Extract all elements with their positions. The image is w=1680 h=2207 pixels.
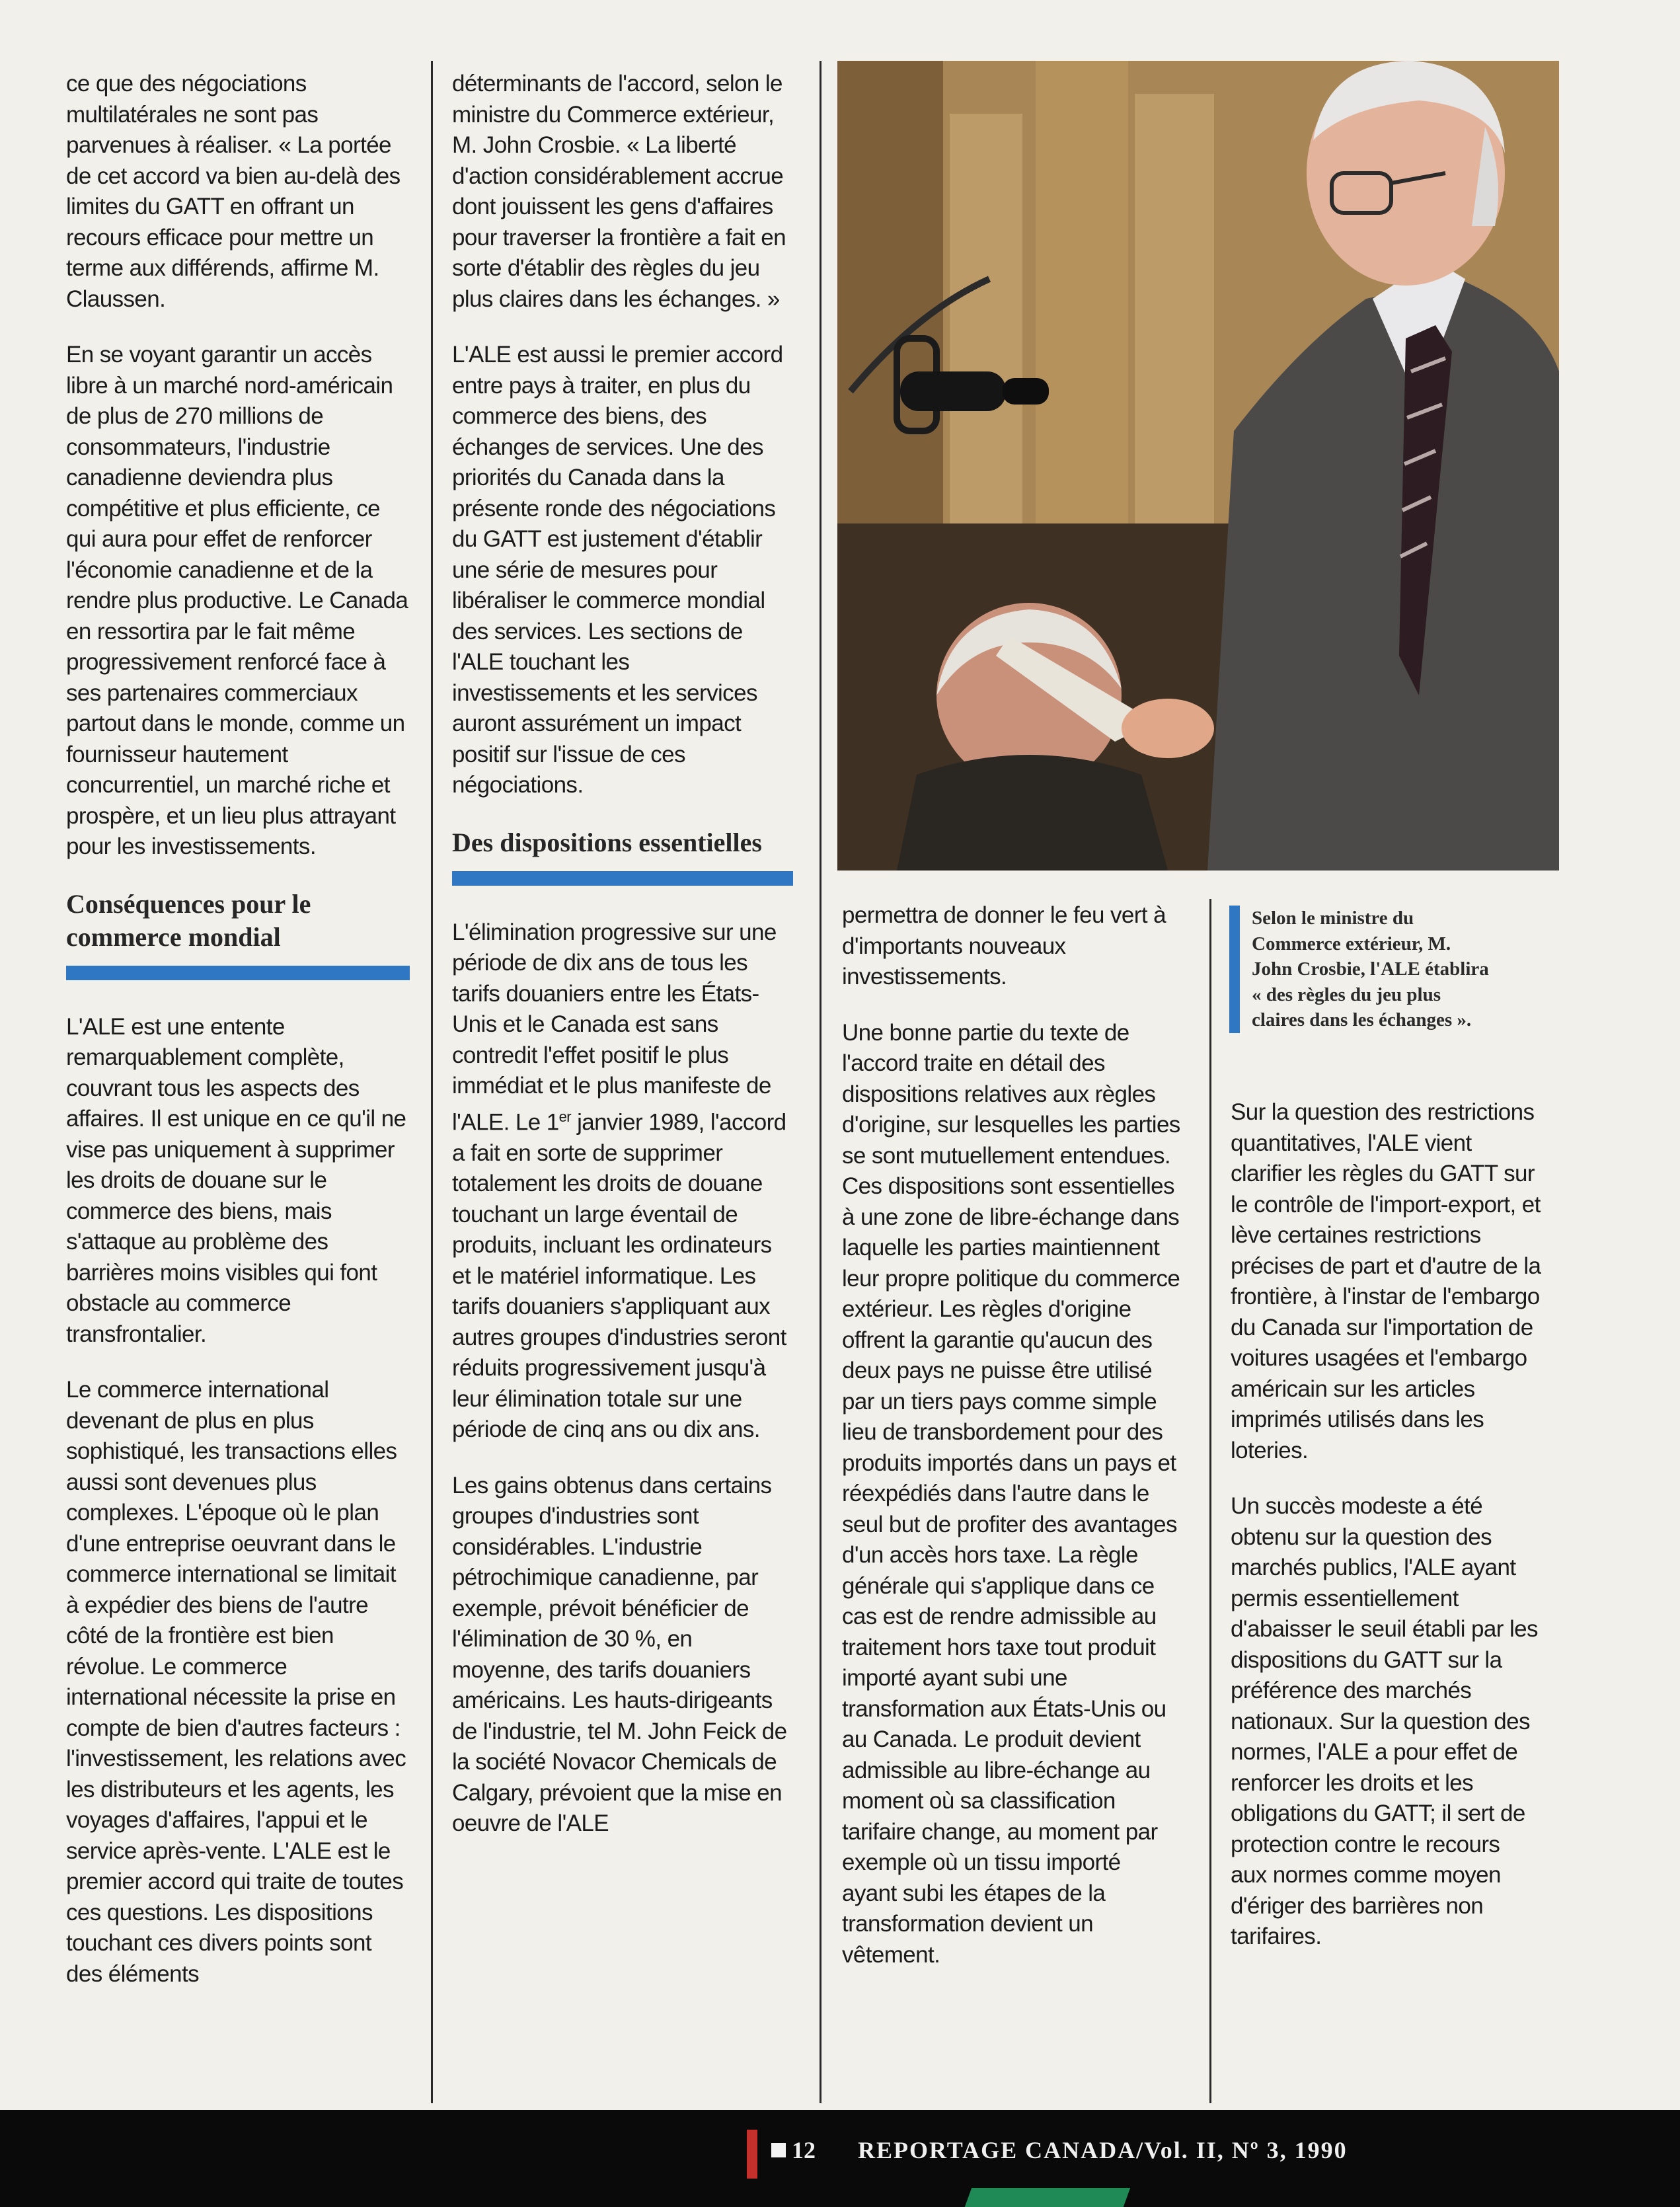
paragraph xyxy=(452,917,793,1446)
photo-minister-speaking xyxy=(837,61,1559,871)
column-rule xyxy=(820,61,821,2103)
paragraph-text: L'élimination progressive sur une période de dix ans de tous les tarifs douaniers entre les États-Unis et le Canada est sans contredit l'effet positif le plus immédiat et le plus manifeste de l'ALE. Le 1 xyxy=(452,919,777,1136)
column-2 xyxy=(452,69,793,1865)
column-4 xyxy=(1231,1097,1541,1978)
section-heading-bar xyxy=(452,871,793,886)
section-heading: Des dispositions essentielles xyxy=(452,827,762,857)
paragraph: ce que des négociations multilatérales ne sont pas parvenues à réaliser. « La portée de cet accord va bien au-delà des limites du GATT en offrant un recours efficace pour mettre un terme aux différends, affirme M. Claussen. xyxy=(66,71,401,312)
paragraph: déterminants de l'accord, selon le ministre du Commerce extérieur, M. John Crosbie. « La liberté d'action considérablement accrue dont jouissent les gens d'affaires pour traverser la frontière a fait en sorte d'établir des règles du jeu plus claires dans les échanges. » xyxy=(452,71,786,312)
paragraph-text: janvier 1989, l'accord a fait en sorte de supprimer totalement les droits de douane touchant un large éventail de produits, incluant les ordinateurs et le matériel informatique. Les tarifs douaniers s'appliquant aux autres groupes d'industries seront réduits progressivement jusqu'à leur élimination totale sur une période de cinq ans ou dix ans. xyxy=(452,1109,786,1443)
superscript: er xyxy=(558,1108,571,1125)
column-1 xyxy=(66,69,410,2015)
paragraph: Une bonne partie du texte de l'accord traite en détail des dispositions relatives aux règles d'origine, sur lesquelles les parties se sont mutuellement entendues. Ces dispositions sont essentielles à une zone de libre-échange dans laquelle les parties maintiennent leur propre politique du commerce extérieur. Les règles d'origine offrent la garantie qu'aucun des deux pays ne puisse être utilisé par un tiers pays comme simple lieu de transbordement pour des produits importés dans un pays et réexpédiés dans l'autre dans le seul but de profiter des avantages d'un accès hors taxe. La règle générale qui s'applique dans ce cas est de rendre admissible au traitement hors taxe tout produit importé ayant subi une transformation aux États-Unis ou au Canada. Le produit devient admissible au libre-échange au moment où sa classification tarifaire change, au moment par exemple où un tissu importé ayant subi les étapes de la transformation devient un vêtement. xyxy=(842,1019,1180,1968)
paragraph: Un succès modeste a été obtenu sur la question des marchés publics, l'ALE ayant permis essentiellement d'abaisser le seuil établi par les dispositions du GATT sur la préférence des marchés nationaux. Sur la question des normes, l'ALE a pour effet de renforcer les droits et les obligations du GATT; il sert de protection contre le recours aux normes comme moyen d'ériger des barrières non tarifaires. xyxy=(1231,1493,1538,1949)
footer-square-icon xyxy=(771,2143,786,2157)
paragraph: L'ALE est une entente remarquablement complète, couvrant tous les aspects des affaires. Il est unique en ce qu'il ne vise pas uniquement à supprimer les droits de douane sur le commerce des biens, mais s'attaque au problème des barrières moins visibles qui font obstacle au commerce transfrontalier. xyxy=(66,1013,406,1347)
paragraph: En se voyant garantir un accès libre à un marché nord-américain de plus de 270 millions de consommateurs, l'industrie canadienne deviendra plus compétitive et plus efficiente, ce qui aura pour effet de renforcer l'économie canadienne et de la rendre plus productive. Le Canada en ressortira par le fait même progressivement renforcé face à ses partenaires commerciaux partout dans le monde, comme un fournisseur hautement concurrentiel, un marché riche et prospère, et un lieu plus attrayant pour les investissements. xyxy=(66,342,408,859)
page-footer xyxy=(0,2110,1680,2207)
section-heading-bar xyxy=(66,966,410,980)
magazine-title: REPORTAGE CANADA/Vol. II, Nº 3, 1990 xyxy=(858,2137,1348,2163)
paragraph: Le commerce international devenant de plus en plus sophistiqué, les transactions elles aussi sont devenues plus complexes. L'époque où le plan d'une entreprise oeuvrant dans le commerce international se limitait à expédier des biens de l'autre côté de la frontière est bien révolue. Le commerce international nécessite la prise en compte de bien d'autres facteurs : l'investissement, les relations avec les distributeurs et les agents, les voyages d'affaires, l'appui et le service après-vente. L'ALE est le premier accord qui traite de toutes ces questions. Les dispositions touchant ces divers points sont des éléments xyxy=(66,1377,406,1987)
footer-red-bar xyxy=(747,2130,757,2179)
photo-illustration xyxy=(837,61,1559,871)
photo-caption xyxy=(1229,906,1490,1033)
column-3 xyxy=(842,900,1180,1995)
page-number: 12 xyxy=(792,2137,816,2163)
column-rule xyxy=(431,61,433,2103)
footer-green-accent xyxy=(965,2188,1131,2207)
caption-text: Selon le ministre du Commerce extérieur, M. John Crosbie, l'ALE établira « des règles du jeu plus claires dans les échanges ». xyxy=(1252,908,1489,1030)
paragraph: Sur la question des restrictions quantitatives, l'ALE vient clarifier les règles du GATT sur le contrôle de l'import-export, et lève certaines restrictions précises de part et d'autre de la frontière, à l'instar de l'embargo du Canada sur l'importation de voitures usagées et l'embargo américain sur les articles imprimés utilisés dans les loteries. xyxy=(1231,1099,1541,1463)
paragraph: L'ALE est aussi le premier accord entre pays à traiter, en plus du commerce des biens, des échanges de services. Une des priorités du Canada dans la présente ronde des négociations du GATT est justement d'établir une série de mesures pour libéraliser le commerce mondial des services. Les sections de l'ALE touchant les investissements et les services auront assurément un impact positif sur l'issue de ces négociations. xyxy=(452,342,783,798)
column-rule xyxy=(1209,899,1211,2103)
paragraph: permettra de donner le feu vert à d'importants nouveaux investissements. xyxy=(842,902,1166,989)
paragraph: Les gains obtenus dans certains groupes d'industries sont considérables. L'industrie pétrochimique canadienne, par exemple, prévoit bénéficier de l'élimination de 30 %, en moyenne, des tarifs douaniers américains. Les hauts-dirigeants de l'industrie, tel M. John Feick de la société Novacor Chemicals de Calgary, prévoient que la mise en oeuvre de l'ALE xyxy=(452,1472,787,1837)
section-heading: Conséquences pour le commerce mondial xyxy=(66,888,311,952)
